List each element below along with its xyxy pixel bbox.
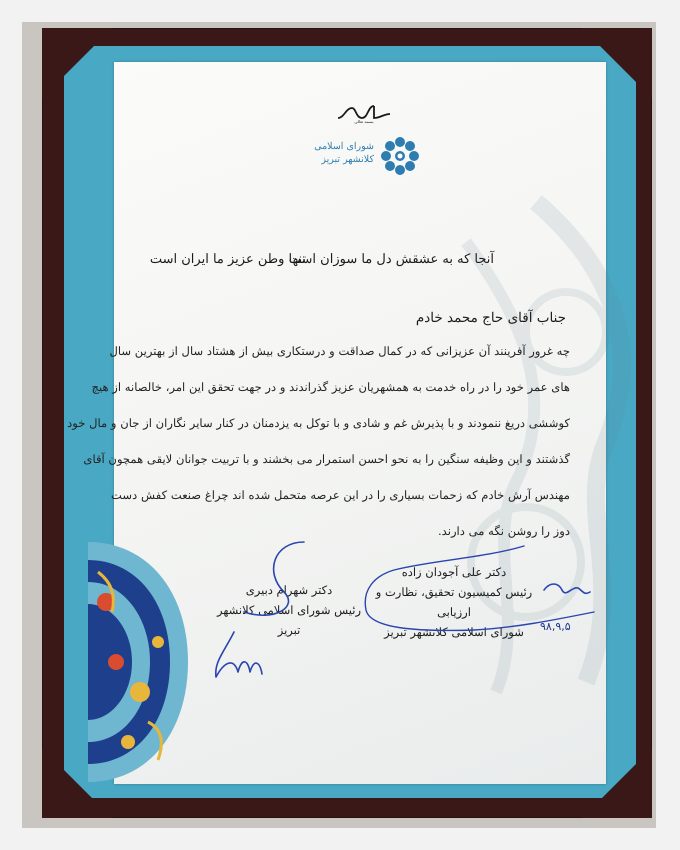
basmala-text: بسمه تعالی [354, 119, 374, 124]
photo [22, 22, 656, 828]
council-logo [300, 134, 420, 178]
basmala-calligraphy [334, 102, 394, 124]
signatory-name: دکتر شهرام دبیری [245, 583, 333, 597]
certificate [67, 62, 606, 784]
verse-left: تنها وطن عزیز ما ایران است [149, 252, 306, 267]
handwritten-signature-left [204, 532, 314, 682]
frame-corner [42, 28, 112, 98]
body-line: چه غرور آفرینند آن عزیزانی که در کمال صداقت و درستکاری بیش از هشتاد سال از بهترین سال [109, 344, 570, 358]
signatory-title: رئیس کمیسیون تحقیق، نظارت و ارزیابی [375, 585, 533, 619]
handwritten-date: ۹۸,۹,۵ [540, 620, 571, 633]
body-line: دوز را روشن نگه می دارند. [437, 524, 570, 538]
signatory-title: رئیس شورای اسلامی کلانشهر تبریز [216, 603, 362, 637]
signatory-org: شورای اسلامی کلانشهر تبریز [384, 625, 524, 639]
body-line: مهندس آرش خادم که زحمات بسیاری را در این عرصه متحمل شده اند چراغ صنعت کفش دست [111, 488, 570, 502]
verse-right: آنجا که به عشقش دل ما سوزان است [288, 252, 494, 267]
body-line: های عمر خود را در راه خدمت به همشهریان عزیز گذراندند و در جهت تحقق این امر، خالصانه از هیچ [91, 380, 570, 394]
logo-line-2: کلانشهر تبریز [321, 154, 374, 165]
body-line: گذشتند و این وظیفه سنگین را به نحو احسن استمرار می بخشند و با تربیت جوانان لایقی همچون آقای [83, 452, 570, 466]
logo-line-1: شورای اسلامی [314, 141, 374, 152]
ornament-medallion [88, 532, 198, 792]
flower-logo-icon [378, 134, 422, 178]
logo-text [300, 140, 374, 166]
body-line: کوششی دریغ ننمودند و با پذیرش غم و شادی و با توکل به یزدمنان در کنار سایر نگاران از جان و مال خود [67, 416, 570, 430]
salutation: جناب آقای حاج محمد خادم [415, 310, 566, 326]
signatory-name: دکتر علی آجودان زاده [401, 565, 507, 579]
